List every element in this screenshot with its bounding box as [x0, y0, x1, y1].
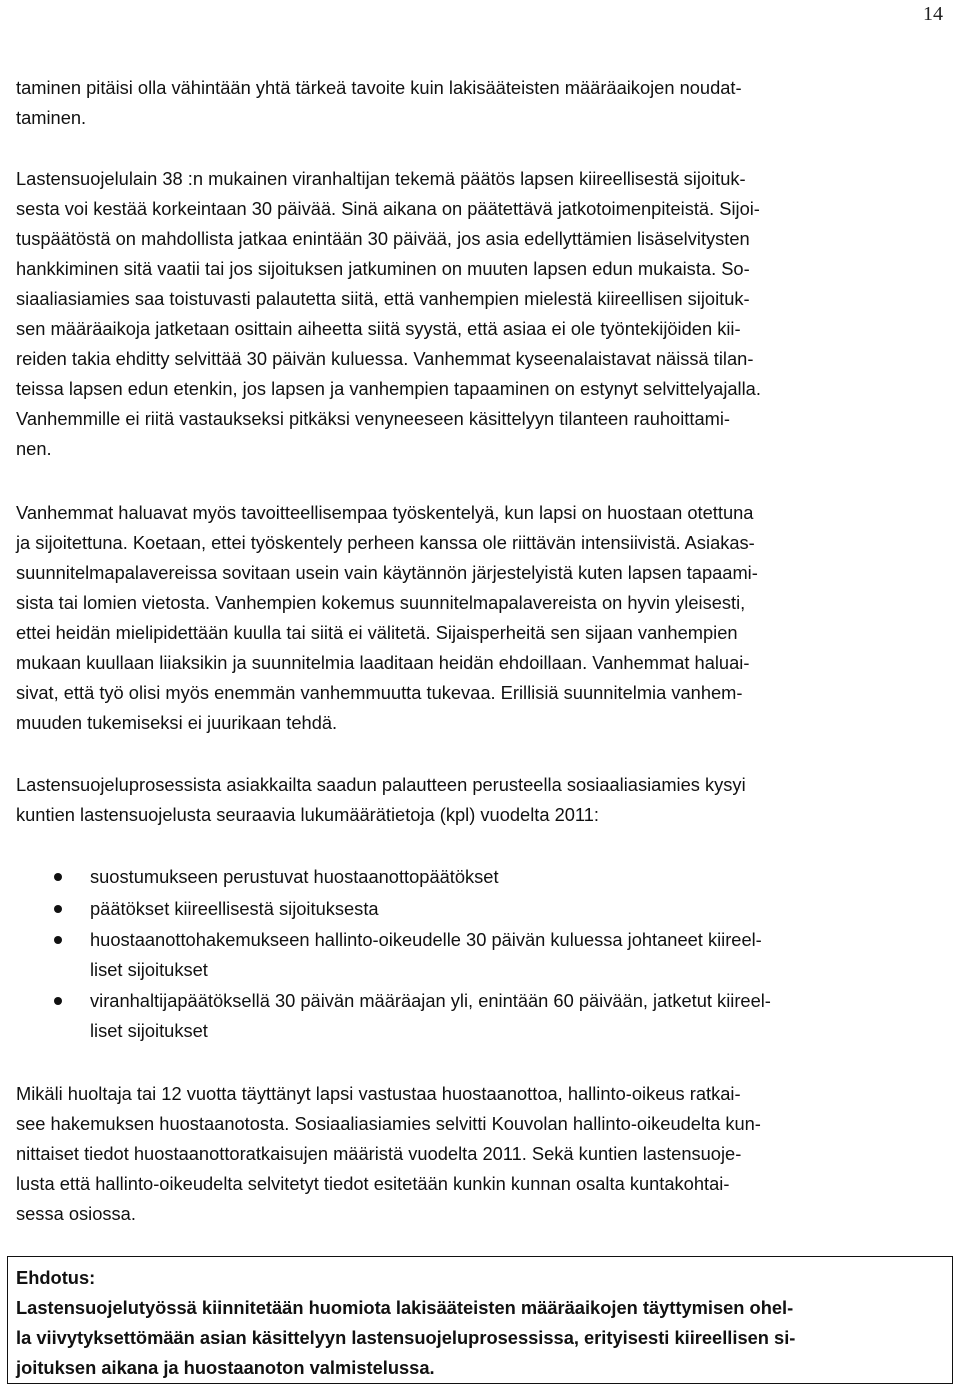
bullet-3-line-2: liset sijoitukset [90, 959, 208, 980]
paragraph-2-line-7: reiden takia ehditty selvittää 30 päivän kuluessa. Vanhemmat kyseenalaistavat näissä tilan- [16, 348, 754, 369]
bullet-2-line-1: päätökset kiireellisestä sijoituksesta [90, 898, 379, 919]
proposal-line-1: Lastensuojelutyössä kiinnitetään huomiota lakisääteisten määräaikojen täyttymisen ohel- [16, 1297, 794, 1318]
proposal-heading: Ehdotus: [16, 1267, 96, 1288]
paragraph-3-line-4: sista tai lomien vietosta. Vanhempien kokemus suunnitelmapalavereista on hyvin yleisesti, [16, 592, 746, 613]
paragraph-3-line-1: Vanhemmat haluavat myös tavoitteellisempaa työskentelyä, kun lapsi on huostaan otettuna [16, 502, 754, 523]
paragraph-1-line-2: taminen. [16, 107, 87, 128]
paragraph-3-line-8: muuden tukemiseksi ei juurikaan tehdä. [16, 712, 338, 733]
closing-line-5: sessa osiossa. [16, 1203, 136, 1224]
paragraph-3-line-7: sivat, että työ olisi myös enemmän vanhemmuutta tukevaa. Erillisiä suunnitelmia vanhem- [16, 682, 743, 703]
paragraph-2-line-3: tuspäätöstä on mahdollista jatkaa enintään 30 päivää, jos asia edellyttämien lisäselvitysten [16, 228, 750, 249]
paragraph-3-line-2: ja sijoitettuna. Koetaan, ettei työskentely perheen kanssa ole riittävän intensiivistä. Asiakas- [16, 532, 755, 553]
paragraph-2-line-1: Lastensuojelulain 38 :n mukainen viranhaltijan tekemä päätös lapsen kiireellisestä sijoituk- [16, 168, 746, 189]
bullet-3-dot [54, 936, 62, 944]
bullet-4-dot [54, 997, 62, 1005]
page-number: 14 [923, 3, 943, 25]
proposal-box [7, 1256, 953, 1384]
bullet-4-line-2: liset sijoitukset [90, 1020, 208, 1041]
bullet-1-dot [54, 873, 62, 881]
paragraph-2-line-5: siaaliasiamies saa toistuvasti palautetta siitä, että vanhempien mielestä kiireellisen sijoituk- [16, 288, 750, 309]
paragraph-2-line-6: sen määräaikoja jatketaan osittain aiheetta siitä syystä, että asiaa ei ole työntekijöiden kii- [16, 318, 741, 339]
paragraph-4-line-2: kuntien lastensuojelusta seuraavia lukumäärätietoja (kpl) vuodelta 2011: [16, 804, 599, 825]
closing-line-4: lusta että hallinto-oikeudelta selvitetyt tiedot esitetään kunkin kunnan osalta kuntakohtai- [16, 1173, 730, 1194]
paragraph-4-line-1: Lastensuojeluprosessista asiakkailta saadun palautteen perusteella sosiaaliasiamies kysyi [16, 774, 746, 795]
paragraph-2-line-2: sesta voi kestää korkeintaan 30 päivää. Sinä aikana on päätettävä jatkotoimenpiteistä. Sijoi- [16, 198, 760, 219]
closing-line-1: Mikäli huoltaja tai 12 vuotta täyttänyt lapsi vastustaa huostaanottoa, hallinto-oikeus ratkai- [16, 1083, 741, 1104]
paragraph-2-line-8: teissa lapsen edun etenkin, jos lapsen ja vanhempien tapaaminen on estynyt selvittelyajalla. [16, 378, 761, 399]
paragraph-3-line-5: ettei heidän mielipidettään kuulla tai siitä ei välitetä. Sijaisperheitä sen sijaan vanhempien [16, 622, 738, 643]
bullet-2-dot [54, 905, 62, 913]
bullet-4-line-1: viranhaltijapäätöksellä 30 päivän määräajan yli, enintään 60 päivään, jatketut kiireel- [90, 990, 771, 1011]
closing-line-2: see hakemuksen huostaanotosta. Sosiaaliasiamies selvitti Kouvolan hallinto-oikeudelta kun- [16, 1113, 761, 1134]
paragraph-3-line-3: suunnitelmapalavereissa sovitaan usein vain käytännön järjestelyistä kuten lapsen tapaami- [16, 562, 758, 583]
paragraph-2-line-9: Vanhemmille ei riitä vastaukseksi pitkäksi venyneeseen käsittelyyn tilanteen rauhoittami- [16, 408, 730, 429]
paragraph-3-line-6: mukaan kuullaan liiaksikin ja suunnitelmia laaditaan heidän ehdoillaan. Vanhemmat haluai- [16, 652, 750, 673]
closing-line-3: nittaiset tiedot huostaanottoratkaisujen määristä vuodelta 2011. Sekä kuntien lastensuoje- [16, 1143, 742, 1164]
proposal-line-3: joituksen aikana ja huostaanoton valmistelussa. [16, 1357, 435, 1378]
paragraph-2-line-10: nen. [16, 438, 52, 459]
bullet-1-line-1: suostumukseen perustuvat huostaanottopäätökset [90, 866, 499, 887]
paragraph-2-line-4: hankkiminen sitä vaatii tai jos sijoituksen jatkuminen on muuten lapsen edun mukaista. So- [16, 258, 750, 279]
paragraph-1-line-1: taminen pitäisi olla vähintään yhtä tärkeä tavoite kuin lakisääteisten määräaikojen noudat- [16, 77, 742, 98]
bullet-3-line-1: huostaanottohakemukseen hallinto-oikeudelle 30 päivän kuluessa johtaneet kiireel- [90, 929, 762, 950]
proposal-line-2: la viivytyksettömään asian käsittelyyn lastensuojeluprosessissa, erityisesti kiireellisen si- [16, 1327, 796, 1348]
